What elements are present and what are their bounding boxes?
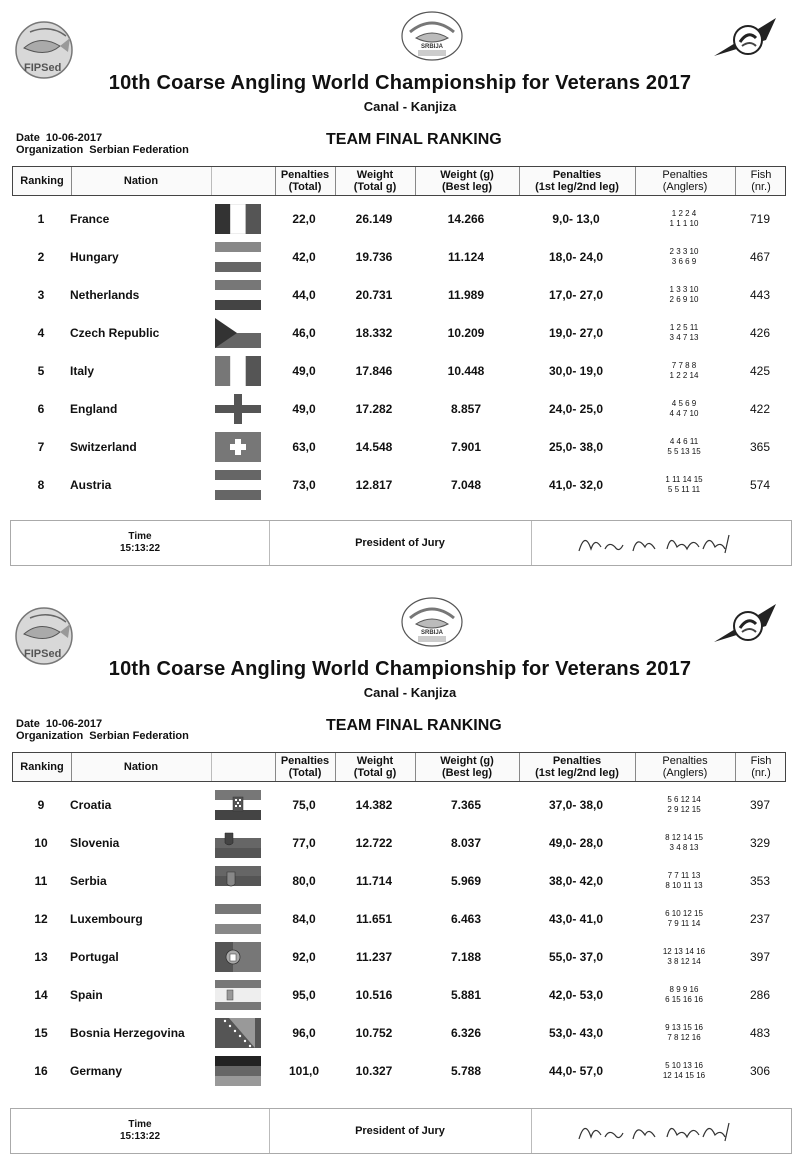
page-title: 10th Coarse Angling World Championship for Veterans 2017 [108,72,692,94]
organization-value: Serbian Federation [89,730,189,742]
header-fish: Fish (nr.) [750,169,772,193]
penalties-legs-cell: 25,0- 38,0 [548,440,604,454]
penalties-anglers-cell [634,824,734,862]
penalties-legs-cell: 43,0- 41,0 [548,912,604,926]
penalties-total-cell: 101,0 [288,1064,320,1078]
anglers-leg2: 3 4 8 13 [669,843,699,852]
header-nation: Nation [71,753,212,781]
meta-info [16,132,189,156]
fish-count-cell: 397 [749,798,771,812]
anglers-leg2: 3 4 7 13 [669,333,699,342]
header-weight-total: Weight (Total g) [335,753,416,781]
page-footer [10,1108,792,1154]
table-row [12,900,786,938]
penalties-legs-cell: 37,0- 38,0 [548,798,604,812]
rank-cell: 12 [34,912,48,926]
penalties-anglers-cell [634,1014,734,1052]
president-of-jury-label: President of Jury [269,521,532,565]
table-row [12,938,786,976]
rank-cell: 9 [37,798,45,812]
ranking-table [12,752,786,1090]
penalties-total-cell: 73,0 [292,478,316,492]
nation-cell: Serbia [70,874,107,888]
weight-best-leg-cell: 8.037 [450,836,482,850]
anglers-leg1: 8 9 9 16 [669,985,699,994]
penalties-total-cell: 96,0 [292,1026,316,1040]
ranking-title: TEAM FINAL RANKING [326,717,502,734]
date-label: Date [16,132,40,144]
penalties-total-cell: 84,0 [292,912,316,926]
weight-best-leg-cell: 5.969 [450,874,482,888]
rank-cell: 6 [37,402,45,416]
anglers-leg1: 2 3 3 10 [669,247,699,256]
weight-best-leg-cell: 6.463 [450,912,482,926]
hungary-flag-icon [214,238,262,276]
nation-cell: Switzerland [70,440,137,454]
penalties-anglers-cell [634,938,734,976]
championship-logo [396,10,468,66]
fish-count-cell: 443 [749,288,771,302]
fish-count-cell: 425 [749,364,771,378]
anglers-leg2: 12 14 15 16 [662,1071,706,1080]
weight-best-leg-cell: 7.365 [450,798,482,812]
page-footer [10,520,792,566]
weight-best-leg-cell: 7.048 [450,478,482,492]
anglers-leg1: 7 7 11 13 [667,871,701,880]
penalties-anglers-cell [634,466,734,504]
penalties-anglers-cell [634,428,734,466]
penalties-anglers-cell [634,976,734,1014]
rank-cell: 1 [37,212,45,226]
anglers-leg1: 5 10 13 16 [665,1061,703,1070]
fish-count-cell: 422 [749,402,771,416]
anglers-leg2: 5 5 13 15 [667,447,701,456]
organization-label: Organization [16,730,84,742]
anglers-leg1: 7 7 8 8 [671,361,697,370]
rank-cell: 8 [37,478,45,492]
penalties-anglers-cell [634,390,734,428]
penalties-total-cell: 49,0 [292,402,316,416]
header-penalties-total: Penalties (Total) [275,753,336,781]
weight-total-cell: 10.516 [355,988,393,1002]
date-value: 10-06-2017 [45,132,103,144]
anglers-leg2: 1 1 1 10 [669,219,699,228]
header-ranking: Ranking [13,753,72,781]
table-row [12,976,786,1014]
header-penalties-anglers: Penalties (Anglers) [635,167,736,195]
fish-count-cell: 306 [749,1064,771,1078]
nation-cell: Luxembourg [70,912,143,926]
ranking-sheet-1 [0,0,800,578]
weight-best-leg-cell: 11.989 [447,288,485,302]
fipsed-logo [10,18,82,80]
table-row [12,352,786,390]
weight-best-leg-cell: 7.901 [450,440,482,454]
penalties-total-cell: 80,0 [292,874,316,888]
weight-total-cell: 19.736 [355,250,393,264]
weight-total-cell: 12.722 [355,836,393,850]
bosnia-flag-icon [214,1014,262,1052]
anglers-leg1: 1 2 5 11 [669,323,699,332]
nation-cell: Austria [70,478,112,492]
france-flag-icon [214,200,262,238]
penalties-anglers-cell [634,276,734,314]
penalties-total-cell: 77,0 [292,836,316,850]
fish-count-cell: 397 [749,950,771,964]
venue-subtitle: Canal - Kanjiza [363,685,457,700]
weight-total-cell: 18.332 [355,326,393,340]
weight-best-leg-cell: 14.266 [447,212,485,226]
table-row [12,1014,786,1052]
germany-flag-icon [214,1052,262,1090]
penalties-total-cell: 92,0 [292,950,316,964]
penalties-legs-cell: 49,0- 28,0 [548,836,604,850]
penalties-legs-cell: 9,0- 13,0 [552,212,600,226]
page-title: 10th Coarse Angling World Championship for Veterans 2017 [108,658,692,680]
nation-cell: Hungary [70,250,119,264]
table-row [12,428,786,466]
table-row [12,1052,786,1090]
weight-total-cell: 14.382 [355,798,393,812]
fish-count-cell: 719 [749,212,771,226]
weight-best-leg-cell: 5.881 [450,988,482,1002]
date-label: Date [16,718,40,730]
weight-best-leg-cell: 6.326 [450,1026,482,1040]
weight-total-cell: 10.327 [355,1064,393,1078]
logo-left-text: FIPSed [24,62,62,74]
weight-total-cell: 17.846 [355,364,393,378]
header-nation: Nation [71,167,212,195]
spain-flag-icon [214,976,262,1014]
anglers-leg2: 2 6 9 10 [669,295,699,304]
fish-count-cell: 329 [749,836,771,850]
rank-cell: 2 [37,250,45,264]
time-value: 15:13:22 [119,1131,161,1142]
ranking-title: TEAM FINAL RANKING [326,131,502,148]
table-row [12,862,786,900]
penalties-legs-cell: 44,0- 57,0 [548,1064,604,1078]
organization-value: Serbian Federation [89,144,189,156]
fish-count-cell: 483 [749,1026,771,1040]
rank-cell: 7 [37,440,45,454]
rank-cell: 14 [34,988,48,1002]
table-row [12,200,786,238]
nation-cell: Croatia [70,798,112,812]
penalties-anglers-cell [634,238,734,276]
weight-total-cell: 12.817 [355,478,393,492]
date-value: 10-06-2017 [45,718,103,730]
penalties-legs-cell: 55,0- 37,0 [548,950,604,964]
weight-best-leg-cell: 10.209 [447,326,485,340]
italy-flag-icon [214,352,262,390]
header-penalties-anglers: Penalties (Anglers) [635,753,736,781]
penalties-total-cell: 22,0 [292,212,316,226]
nation-cell: Germany [70,1064,123,1078]
table-row [12,786,786,824]
anglers-leg2: 3 8 12 14 [667,957,701,966]
footer-time [11,521,270,565]
anglers-leg1: 5 6 12 14 [667,795,701,804]
weight-best-leg-cell: 7.188 [450,950,482,964]
weight-total-cell: 11.237 [355,950,393,964]
logo-left-text: FIPSed [24,648,62,660]
weight-total-cell: 14.548 [355,440,393,454]
anglers-leg1: 4 5 6 9 [671,399,697,408]
anglers-leg2: 5 5 11 11 [667,485,701,494]
time-label: Time [128,1119,152,1130]
fish-count-cell: 426 [749,326,771,340]
anglers-leg1: 1 3 3 10 [669,285,699,294]
penalties-anglers-cell [634,786,734,824]
penalties-anglers-cell [634,200,734,238]
rank-cell: 11 [34,874,48,888]
fish-count-cell: 574 [749,478,771,492]
meta-info [16,718,189,742]
time-label: Time [128,531,152,542]
fipsed-logo [10,604,82,666]
logo-center-text: SRBIJA [420,630,443,636]
penalties-legs-cell: 41,0- 32,0 [548,478,604,492]
header-flag [211,753,276,781]
weight-total-cell: 26.149 [355,212,393,226]
signature [531,521,791,565]
header-fish: Fish (nr.) [750,755,772,779]
switzerland-flag-icon [214,428,262,466]
penalties-total-cell: 49,0 [292,364,316,378]
nation-cell: Czech Republic [70,326,160,340]
serbia-flag-icon [214,862,262,900]
rank-cell: 16 [34,1064,48,1078]
table-row [12,466,786,504]
nation-cell: Italy [70,364,95,378]
header-penalties-total: Penalties (Total) [275,167,336,195]
table-row [12,276,786,314]
time-value: 15:13:22 [119,543,161,554]
header-weight-total: Weight (Total g) [335,167,416,195]
czech-flag-icon [214,314,262,352]
penalties-legs-cell: 24,0- 25,0 [548,402,604,416]
anglers-leg2: 1 2 2 14 [669,371,699,380]
footer-time [11,1109,270,1153]
anglers-leg1: 8 12 14 15 [665,833,703,842]
penalties-total-cell: 63,0 [292,440,316,454]
organization-label: Organization [16,144,84,156]
rank-cell: 10 [34,836,48,850]
weight-best-leg-cell: 11.124 [447,250,485,264]
table-row [12,824,786,862]
rank-cell: 3 [37,288,45,302]
fish-count-cell: 365 [749,440,771,454]
table-row [12,390,786,428]
table-body [12,196,786,504]
weight-total-cell: 10.752 [355,1026,393,1040]
anglers-leg2: 6 15 16 16 [665,995,703,1004]
anglers-leg2: 7 8 12 16 [667,1033,701,1042]
table-header [12,752,786,782]
anglers-leg1: 9 13 15 16 [665,1023,703,1032]
anglers-leg2: 8 10 11 13 [665,881,703,890]
anglers-leg1: 4 4 6 11 [669,437,699,446]
fish-count-cell: 353 [749,874,771,888]
nation-cell: Portugal [70,950,119,964]
penalties-total-cell: 75,0 [292,798,316,812]
anglers-leg2: 2 9 12 15 [667,805,701,814]
weight-best-leg-cell: 10.448 [447,364,485,378]
penalties-legs-cell: 17,0- 27,0 [548,288,604,302]
fish-count-cell: 237 [749,912,771,926]
penalties-anglers-cell [634,862,734,900]
header-weight-best: Weight (g) (Best leg) [415,753,520,781]
penalties-legs-cell: 19,0- 27,0 [548,326,604,340]
rank-cell: 13 [34,950,48,964]
fish-count-cell: 467 [749,250,771,264]
rank-cell: 4 [37,326,45,340]
signature [531,1109,791,1153]
header-penalties-legs: Penalties (1st leg/2nd leg) [519,753,636,781]
penalties-legs-cell: 18,0- 24,0 [548,250,604,264]
penalties-total-cell: 42,0 [292,250,316,264]
table-row [12,314,786,352]
anglers-leg1: 1 2 2 4 [671,209,697,218]
nation-cell: Netherlands [70,288,140,302]
nation-cell: Spain [70,988,103,1002]
penalties-total-cell: 95,0 [292,988,316,1002]
weight-total-cell: 11.714 [355,874,393,888]
anglers-leg2: 3 6 6 9 [671,257,697,266]
penalties-legs-cell: 53,0- 43,0 [548,1026,604,1040]
weight-total-cell: 20.731 [355,288,393,302]
anglers-leg1: 1 11 14 15 [665,475,703,484]
penalties-legs-cell: 38,0- 42,0 [548,874,604,888]
table-body [12,782,786,1090]
ranking-sheet-2 [0,586,800,1164]
portugal-flag-icon [214,938,262,976]
penalties-total-cell: 44,0 [292,288,316,302]
ranking-table [12,166,786,504]
weight-best-leg-cell: 8.857 [450,402,482,416]
anglers-leg2: 7 9 11 14 [667,919,701,928]
weight-total-cell: 11.651 [355,912,393,926]
nation-cell: England [70,402,118,416]
fish-count-cell: 286 [749,988,771,1002]
penalties-total-cell: 46,0 [292,326,316,340]
header-weight-best: Weight (g) (Best leg) [415,167,520,195]
penalties-anglers-cell [634,352,734,390]
federation-logo [712,16,778,60]
penalties-anglers-cell [634,900,734,938]
header-flag [211,167,276,195]
penalties-legs-cell: 42,0- 53,0 [548,988,604,1002]
table-header [12,166,786,196]
croatia-flag-icon [214,786,262,824]
england-flag-icon [214,390,262,428]
rank-cell: 15 [34,1026,48,1040]
penalties-anglers-cell [634,1052,734,1090]
penalties-legs-cell: 30,0- 19,0 [548,364,604,378]
header-penalties-legs: Penalties (1st leg/2nd leg) [519,167,636,195]
nation-cell: France [70,212,110,226]
nation-cell: Bosnia Herzegovina [70,1026,185,1040]
austria-flag-icon [214,466,262,504]
anglers-leg1: 6 10 12 15 [665,909,703,918]
weight-best-leg-cell: 5.788 [450,1064,482,1078]
weight-total-cell: 17.282 [355,402,393,416]
anglers-leg1: 12 13 14 16 [662,947,706,956]
logo-center-text: SRBIJA [420,44,443,50]
president-of-jury-label: President of Jury [269,1109,532,1153]
championship-logo [396,596,468,652]
federation-logo [712,602,778,646]
penalties-anglers-cell [634,314,734,352]
table-row [12,238,786,276]
slovenia-flag-icon [214,824,262,862]
netherlands-flag-icon [214,276,262,314]
nation-cell: Slovenia [70,836,120,850]
header-ranking: Ranking [13,167,72,195]
rank-cell: 5 [37,364,45,378]
anglers-leg2: 4 4 7 10 [669,409,699,418]
venue-subtitle: Canal - Kanjiza [363,99,457,114]
luxembourg-flag-icon [214,900,262,938]
